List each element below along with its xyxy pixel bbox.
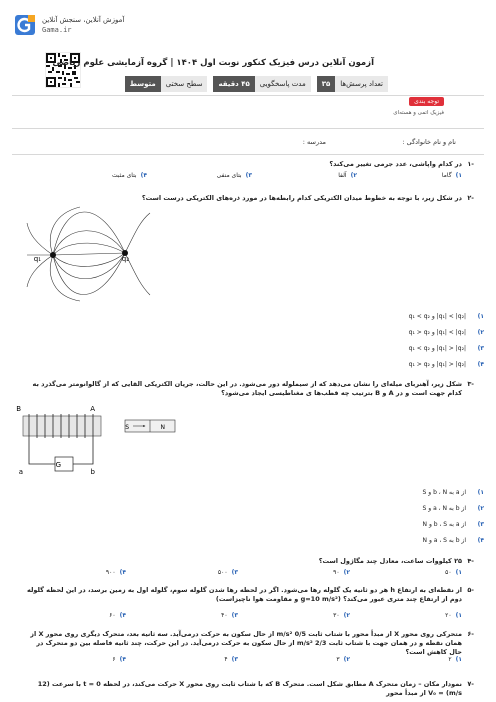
question-number: -۴ — [467, 557, 474, 565]
options-row — [12, 569, 462, 576]
question-text: در کدام واپاشی، عدد جرمی تغییر می‌کند؟ — [329, 160, 462, 168]
info-difficulty-value: متوسط — [125, 76, 161, 92]
divider — [12, 95, 484, 96]
label-G: G — [55, 461, 61, 469]
label-q2: q₂ — [121, 255, 129, 263]
q3-option-4[interactable]: ۴) از b به a ، S و N — [422, 537, 484, 544]
notice-box — [12, 97, 484, 123]
q3-option-3[interactable]: ۳) از a به b ، S و N — [422, 521, 484, 528]
label-q1: q₁ — [33, 255, 41, 263]
question-4 — [12, 557, 474, 579]
question-number: -۵ — [467, 586, 474, 594]
option-3[interactable]: ۳) ۴ — [224, 656, 238, 663]
label-B: B — [16, 405, 21, 413]
solenoid-figure — [15, 402, 180, 482]
label-S: S — [125, 424, 129, 431]
brand-domain: Gama.ir — [42, 26, 72, 34]
question-7 — [12, 680, 474, 698]
question-5 — [12, 586, 474, 622]
option-2[interactable]: ۲) ۳۰ — [333, 612, 350, 619]
info-duration-label: مدت پاسخگویی — [255, 76, 311, 92]
label-A: A — [90, 405, 95, 413]
option-3[interactable]: ۳) ۵۰۰ — [217, 569, 238, 576]
info-questions-value: ۳۵ — [317, 76, 336, 92]
question-text: از نقطه‌ای به ارتفاع h هر دو ثانیه یک گلوله رها می‌شود. اگر در لحظه رها شدن گلوله سوم، گلوله اول به زمین برسد، در این لحظه گلوله دوم از ارتفاع چند متری عبور می‌کند؟ (g=10 m/s² و مقاومت هوا ناچیزاست) — [27, 586, 462, 603]
question-text: متحرکی روی محور X از مبدأ محور با شتاب ثابت 0/5 m/s² از حال سکون به حرکت درمی‌آید. سه ثانیه بعد، متحرک دیگری روی محور X از همان نقطه و در همان جهت با شتاب ثابت 2/3 m/s² از حال سکون به حرکت درمی‌آید. در این حرکت، چند ثانیه فاصله بین دو متحرک در حال کاهش است؟ — [30, 630, 462, 656]
q3-option-2[interactable]: ۲) از b به a ، N و S — [422, 505, 484, 512]
question-text: ۲۵ کیلووات ساعت، معادل چند مگاژول است؟ — [318, 557, 462, 565]
option-1[interactable]: ۱) گاما — [441, 172, 462, 179]
question-number: -۱ — [467, 160, 474, 168]
option-4[interactable]: ۴) ۶۰ — [109, 612, 126, 619]
question-1 — [12, 160, 474, 182]
label-b: b — [90, 468, 95, 476]
q2-option-4[interactable]: ۴) q₁ > q₂ و |q₁| > |q₂| — [408, 361, 484, 368]
info-difficulty-label: سطح سختی — [161, 76, 208, 92]
question-number: -۷ — [467, 680, 474, 688]
info-questions-label: تعداد پرسش‌ها — [335, 76, 388, 92]
option-4[interactable]: ۴) ۶ — [112, 656, 126, 663]
divider — [12, 154, 484, 155]
q2-option-2[interactable]: ۲) q₁ > q₂ و |q₁| < |q₂| — [408, 329, 484, 336]
option-3[interactable]: ۳) بتای منفی — [216, 172, 252, 179]
option-2[interactable]: ۲) آلفا — [338, 172, 357, 179]
q2-option-1[interactable]: ۱) q₁ < q₂ و |q₁| < |q₂| — [408, 313, 484, 320]
notice-text: فیزیک اتمی و هسته‌ای — [393, 110, 444, 116]
label-N: N — [160, 424, 165, 431]
option-2[interactable]: ۲) ۹۰ — [333, 569, 350, 576]
option-1[interactable]: ۱) ۵۰ — [445, 569, 462, 576]
option-4[interactable]: ۴) بتای مثبت — [111, 172, 147, 179]
electric-field-figure — [25, 203, 155, 303]
option-4[interactable]: ۴) ۹۰۰ — [105, 569, 126, 576]
q3-option-1[interactable]: ۱) از a به b ، N و S — [422, 489, 484, 496]
options-row — [12, 612, 462, 619]
question-text: در شکل زیر، با توجه به خطوط میدان الکتریکی کدام رابطه‌ها در مورد ذره‌های الکتریکی درست است؟ — [141, 194, 462, 202]
question-number: -۶ — [467, 630, 474, 638]
question-6 — [12, 630, 474, 666]
option-1[interactable]: ۱) ۲ — [448, 656, 462, 663]
question-3 — [12, 380, 474, 404]
option-2[interactable]: ۲) ۳ — [336, 656, 350, 663]
question-text: شکل زیر، آهنربای میله‌ای را نشان می‌دهد که از سیملوله دور می‌شود. در این حالت، جریان الکتریکی القایی که از گالوانومتر می‌گذرد به کدام جهت است و در A و B بترتیب چه قطب‌ها ی مغناطیسی ایجاد می‌شود؟ — [32, 380, 462, 397]
exam-info-bar — [125, 76, 388, 92]
brand[interactable] — [14, 14, 124, 36]
divider — [12, 128, 484, 129]
info-duration-value: ۴۵ دقیقه — [213, 76, 254, 92]
question-number: -۲ — [467, 194, 474, 202]
option-3[interactable]: ۳) ۴۰ — [221, 612, 238, 619]
solenoid-core — [23, 416, 101, 436]
gama-logo-icon — [14, 14, 36, 36]
label-a: a — [18, 468, 23, 476]
student-name-label: نام و نام خانوادگی : — [402, 138, 456, 146]
school-label: مدرسه : — [302, 138, 326, 146]
options-row — [12, 172, 462, 179]
brand-tagline: آموزش آنلاین، سنجش آنلاین — [42, 16, 125, 24]
option-1[interactable]: ۱) ۲۰ — [445, 612, 462, 619]
options-row — [12, 656, 462, 663]
exam-title: آزمون آنلاین درس فیزیک کنکور نوبت اول ۱۴۰۴ | گروه آزمایشی علوم ریاضی — [52, 58, 374, 68]
charge-q1 — [50, 252, 56, 258]
question-text: نمودار مکان – زمان متحرک A مطابق شکل است. متحرک B که با شتاب ثابت روی محور X حرکت می‌کند، در لحظه t = 0 با سرعت (12 m/s) = V₀ از مبدأ محور — [37, 680, 462, 697]
q2-option-3[interactable]: ۳) q₁ < q₂ و |q₁| > |q₂| — [408, 345, 484, 352]
notice-tag: توجه بندی — [409, 97, 444, 106]
question-number: -۳ — [467, 380, 474, 388]
